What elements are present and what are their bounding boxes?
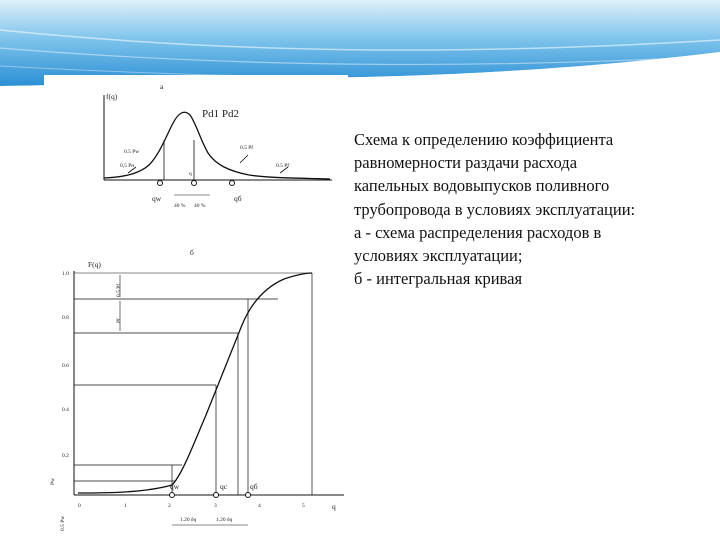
flow-distribution-figure: [44, 75, 348, 537]
panel-b-pw-label: Pw: [50, 477, 56, 485]
caption-line: б - интегральная кривая: [354, 269, 523, 289]
x-tick-2: 2: [168, 503, 171, 509]
y-tick-0-2: 0.2: [62, 453, 69, 459]
caption-line: капельных водовыпусков поливного: [354, 176, 610, 196]
x-tick-4: 4: [258, 503, 261, 509]
integral-curve: [78, 273, 312, 493]
panel-a-letter: а: [160, 82, 164, 91]
panel-b-qw-label: qw: [170, 482, 180, 491]
caption-line: а - схема распределения расходов в: [354, 222, 602, 242]
panel-b-integral: [74, 271, 344, 525]
panel-a-q-label: q: [189, 171, 192, 177]
panel-a-y-axis-label: f(q): [106, 92, 118, 101]
panel-b-qc-label: qc: [220, 482, 228, 491]
panel-b-dq-right: 1.20 δq: [216, 517, 233, 523]
panel-b-pw-half-label: 0.5 Pw: [60, 515, 66, 531]
x-tick-1: 1: [124, 503, 127, 509]
y-tick-0-8: 0.8: [62, 315, 69, 321]
distribution-curve: [104, 112, 330, 179]
panel-b-x-axis-label: q: [332, 502, 336, 511]
panel-b-qb-label: qб: [250, 482, 258, 491]
x-tick-0: 0: [78, 503, 81, 509]
x-tick-5: 5: [302, 503, 305, 509]
panel-b-ptop-label: 0.5 Pf: [116, 283, 122, 297]
caption-line: равномерности раздачи расхода: [354, 153, 578, 173]
caption-line: Схема к определению коэффициента: [354, 130, 614, 149]
y-tick-1-0: 1.0: [62, 271, 69, 277]
x-tick-3: 3: [214, 503, 217, 509]
figure-caption: [354, 128, 714, 290]
panel-a-qw-label: qw: [152, 194, 162, 203]
panel-b-pf-label: Pf: [116, 318, 122, 323]
panel-a-peak-label: Pd1 Pd2: [202, 108, 239, 120]
panel-b-y-axis-label: F(q): [88, 260, 101, 269]
panel-a-pf2-label: 0.5 Pf: [276, 163, 290, 169]
panel-a-pct-right: 40 %: [194, 203, 206, 209]
panel-a-pw-label: 0.5 Pw: [124, 149, 140, 155]
panel-a-qb-label: qб: [234, 194, 242, 203]
caption-line: трубопровода в условиях эксплуатации:: [354, 199, 636, 219]
y-tick-0-4: 0.4: [62, 407, 69, 413]
panel-a-pf-label: 0.5 Pf: [240, 145, 254, 151]
panel-b-dq-left: 1.20 δq: [180, 517, 197, 523]
caption-line: условиях эксплуатации;: [354, 246, 523, 266]
y-tick-0-6: 0.6: [62, 363, 69, 369]
panel-a-pw2-label: 0,5 Pн: [120, 163, 135, 169]
panel-b-letter: б: [190, 248, 194, 257]
panel-a-pct-left: 40 %: [174, 203, 186, 209]
